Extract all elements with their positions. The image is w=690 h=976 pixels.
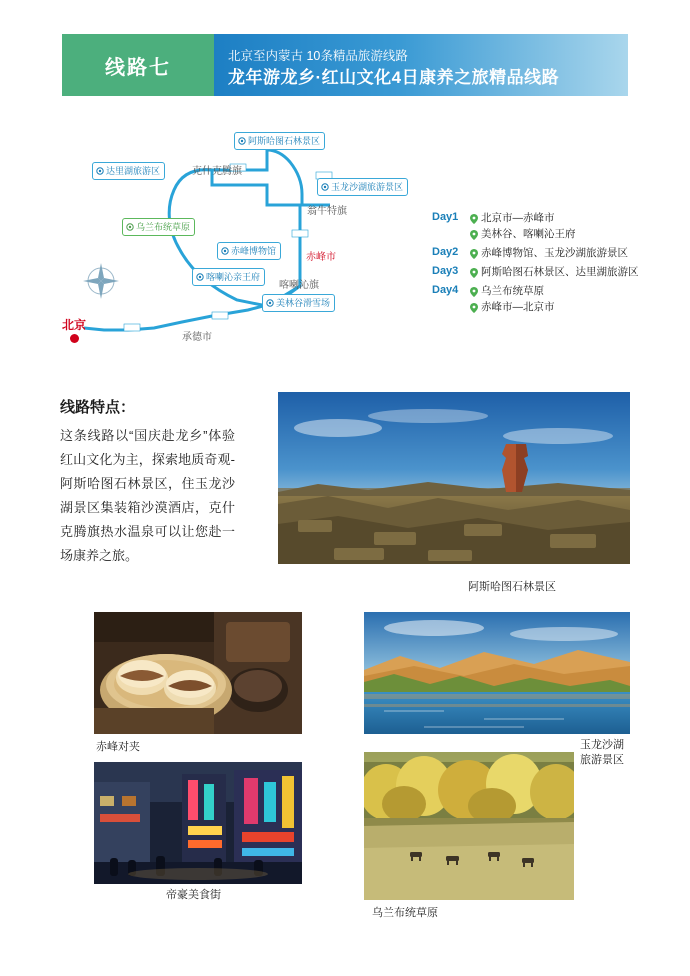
route-badge [62,34,214,96]
itinerary-day-label: Day2 [432,246,459,258]
itinerary-row [432,210,632,242]
map-origin-label: 北京 [62,318,87,332]
itinerary-items [470,245,632,261]
location-pin-icon [470,267,478,277]
location-pin-icon [470,229,478,239]
map-origin-dot [70,334,79,343]
header-title-block [214,34,628,96]
map-city-kalaqinqi: 喀喇沁旗 [279,280,319,291]
photo-yulong-shahu [364,612,630,734]
map-city-chengde: 承德市 [182,332,212,343]
map-label-text: 达里湖旅游区 [106,166,161,176]
itinerary-item-text: 北京市—赤峰市 [481,212,555,224]
photo-wulanbutong-grassland [364,752,574,900]
map-label-chifeng-museum[interactable] [217,242,281,260]
photo-caption-yulong: 玉龙沙湖旅游景区 [580,739,624,766]
photo-caption-meishijie: 帝豪美食街 [166,889,221,901]
map-label-dalihu[interactable] [92,162,165,180]
map-label-text: 美林谷滑雪场 [276,298,331,308]
itinerary-list [432,210,639,318]
itinerary-day-label: Day4 [432,284,459,296]
location-pin-icon [470,286,478,296]
itinerary-items [470,264,639,280]
page-header [62,34,628,96]
map-city-wengniuteqi: 翁牛特旗 [307,206,347,217]
photo-caption-caoyuan: 乌兰布统草原 [372,907,438,919]
map-label-asihatu[interactable] [234,132,325,150]
itinerary-item-text: 赤峰市—北京市 [481,301,555,313]
map-pin-icon [321,183,329,191]
location-pin-icon [470,248,478,258]
itinerary-item [470,283,632,299]
route-map [62,110,639,370]
itinerary-item [470,245,632,261]
map-city-chifeng: 赤峰市 [306,252,336,263]
location-pin-icon [470,302,478,312]
page-title: 龙年游龙乡·红山文化4日康养之旅精品线路 [228,68,560,87]
map-label-kalaqin-palace[interactable] [192,268,265,286]
itinerary-item-text: 美林谷、喀喇沁王府 [481,228,576,240]
map-label-yulongshahu[interactable] [317,178,408,196]
location-pin-icon [470,213,478,223]
itinerary-row [432,245,632,261]
itinerary-item-text: 阿斯哈图石林景区、达里湖旅游区 [481,266,639,278]
map-pin-icon [221,247,229,255]
map-label-text: 赤峰博物馆 [231,246,277,256]
itinerary-item-text: 乌兰布统草原 [481,285,544,297]
itinerary-item-text: 赤峰博物馆、玉龙沙湖旅游景区 [481,247,628,259]
features-body: 这条线路以“国庆赴龙乡”体验红山文化为主，探索地质奇观-阿斯哈图石林景区，住玉龙沙湖景区集装箱沙漠酒店，克什克腾旗热水温泉可以让您赴一场康养之旅。 [60,428,235,563]
compass-icon [80,260,122,302]
itinerary-item [470,299,632,315]
map-label-text: 喀喇沁亲王府 [206,272,261,282]
map-label-meilingu[interactable] [262,294,335,312]
photo-chifeng-duijia [94,612,302,734]
itinerary-items [470,210,632,242]
map-label-text: 阿斯哈图石林景区 [248,136,321,146]
photo-asihatu-stone-forest [278,392,630,564]
map-pin-icon [266,299,274,307]
itinerary-item [470,264,639,280]
map-city-keshiketengqi: 克什克腾旗 [192,166,242,177]
map-pin-icon [96,167,104,175]
map-label-wulanbutong[interactable] [122,218,195,236]
map-label-text: 玉龙沙湖旅游景区 [331,182,404,192]
map-pin-icon [126,223,134,231]
map-label-text: 乌兰布统草原 [136,222,191,232]
map-pin-icon [238,137,246,145]
map-pin-icon [196,273,204,281]
photo-caption-asihatu: 阿斯哈图石林景区 [468,581,556,593]
itinerary-day-label: Day3 [432,265,459,277]
route-badge-label: 线路七 [105,56,171,79]
itinerary-item [470,210,632,226]
itinerary-row [432,283,632,315]
itinerary-item [470,226,632,242]
features-title: 线路特点： [60,399,136,416]
itinerary-day-label: Day1 [432,211,459,223]
itinerary-row [432,264,639,280]
photo-dihao-food-street [94,762,302,884]
itinerary-items [470,283,632,315]
photo-caption-duijia: 赤峰对夹 [96,741,140,753]
header-subtitle: 北京至内蒙古 10条精品旅游线路 [228,49,408,63]
